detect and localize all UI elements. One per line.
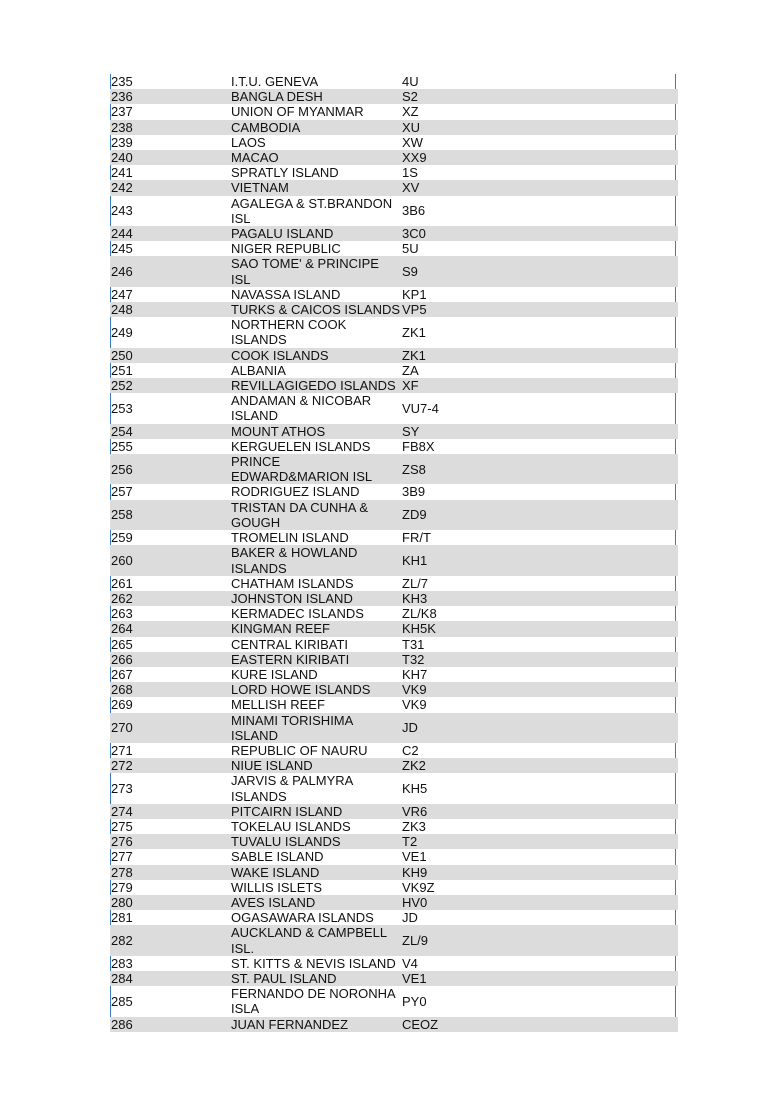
call-prefix: PY0 [402,993,427,1009]
table-row [110,576,678,591]
table-row [110,758,678,773]
table-row [110,804,678,819]
row-number: 247 [111,286,133,302]
call-prefix: VE1 [402,849,427,865]
table-row [110,697,678,712]
call-prefix: JD [401,713,678,743]
call-prefix: 1S [402,165,418,181]
entity-name: JARVIS & PALMYRA ISLANDS [231,773,354,804]
call-prefix: FR/T [402,530,431,546]
row-number: 240 [110,150,230,165]
entity-name: EASTERN KIRIBATI [230,652,401,667]
call-prefix: VK9Z [402,879,435,895]
table-row [110,454,678,484]
call-prefix: ZK3 [402,818,426,834]
table-row [110,621,678,636]
row-number: 282 [110,925,230,955]
call-prefix: VK9 [402,697,427,713]
row-number: 256 [110,454,230,484]
entity-name: SABLE ISLAND [231,849,324,865]
call-prefix: T32 [401,652,678,667]
call-prefix: KH3 [401,591,678,606]
entity-name: TURKS & CAICOS ISLANDS [231,302,401,318]
row-number: 241 [111,165,133,181]
row-number: 235 [111,74,133,89]
row-number: 253 [111,400,133,416]
row-number: 283 [111,955,133,971]
table-row [110,241,678,256]
call-prefix: ZL/K8 [402,606,437,622]
table-row [110,910,678,925]
row-number: 251 [111,362,133,378]
table-row [110,667,678,682]
entity-name: KURE ISLAND [231,666,318,682]
row-number: 276 [110,834,230,849]
call-prefix: ZK1 [401,348,678,363]
row-number: 260 [110,545,230,575]
call-prefix: KH7 [402,666,428,682]
table-row [110,348,678,363]
table-row [110,74,678,89]
entity-name: MACAO [230,150,401,165]
call-prefix: VK9 [401,682,678,697]
entity-name: JOHNSTON ISLAND [230,591,401,606]
row-number: 269 [111,697,133,713]
row-number: 255 [111,438,133,454]
row-number: 284 [110,971,230,986]
table-row [110,1017,678,1032]
entity-name: ST. KITTS & NEVIS ISLAND [231,955,396,971]
row-number: 275 [111,818,133,834]
entity-name: WAKE ISLAND [230,865,401,880]
call-prefix: XV [401,180,678,195]
call-prefix: KH5 [402,780,428,796]
row-number: 263 [111,606,133,622]
row-number: 267 [111,666,133,682]
entity-name: NIUE ISLAND [230,758,401,773]
entity-name: AVES ISLAND [230,895,401,910]
call-prefix: 4U [402,74,419,89]
row-number: 280 [110,895,230,910]
call-prefix: JD [402,910,418,926]
table-row [110,606,678,621]
table-row [110,865,678,880]
call-prefix: ZD9 [401,500,678,530]
call-prefix: CEOZ [401,1017,678,1032]
row-number: 286 [110,1017,230,1032]
row-number: 271 [111,742,133,758]
entity-name: TUVALU ISLANDS [230,834,401,849]
table-row [110,135,678,150]
entity-name: KERMADEC ISLANDS [231,606,364,622]
row-number: 246 [110,256,230,286]
call-prefix: XZ [402,104,419,120]
table-row [110,545,678,575]
entity-name: SPRATLY ISLAND [231,165,339,181]
table-row [110,424,678,439]
entity-name: KERGUELEN ISLANDS [231,438,371,454]
call-prefix: ZK2 [401,758,678,773]
row-number: 266 [110,652,230,667]
call-prefix: 3C0 [401,226,678,241]
table-row [110,956,678,971]
table-row [110,637,678,652]
row-number: 268 [110,682,230,697]
entity-name: KINGMAN REEF [230,621,401,636]
table-row [110,317,678,347]
entity-name: JUAN FERNANDEZ [230,1017,401,1032]
row-number: 250 [110,348,230,363]
table-row [110,89,678,104]
call-prefix: XX9 [401,150,678,165]
entity-name: NAVASSA ISLAND [231,286,341,302]
call-prefix: T2 [401,834,678,849]
row-number: 259 [111,530,133,546]
row-number: 278 [110,865,230,880]
call-prefix: 3B6 [402,203,426,219]
table-row [110,165,678,180]
table-row [110,150,678,165]
call-prefix: VE1 [401,971,678,986]
entity-name: ALBANIA [231,362,286,378]
table-row [110,849,678,864]
table-row [110,500,678,530]
table-row [110,180,678,195]
row-number: 264 [110,621,230,636]
call-prefix: SY [401,424,678,439]
table-row [110,104,678,119]
entity-name: TOKELAU ISLANDS [231,818,351,834]
entity-name: CHATHAM ISLANDS [231,575,354,591]
call-prefix: T31 [402,636,425,652]
row-number: 252 [110,378,230,393]
table-row [110,713,678,743]
call-prefix: FB8X [402,438,435,454]
table-row [110,484,678,499]
entity-name: FERNANDO DE NORONHA ISLA [231,986,396,1017]
call-prefix: XU [401,120,678,135]
row-number: 262 [110,591,230,606]
table-row [110,652,678,667]
row-number: 236 [110,89,230,104]
table-row [110,226,678,241]
call-prefix: V4 [402,955,418,971]
row-number: 257 [111,484,133,500]
row-number: 239 [111,134,133,150]
row-number: 245 [111,241,133,257]
entity-name: REPUBLIC OF NAURU [231,742,368,758]
entity-name: LORD HOWE ISLANDS [230,682,401,697]
row-number: 277 [111,849,133,865]
entity-name: MELLISH REEF [231,697,325,713]
table-row [110,302,678,317]
row-number: 248 [110,302,230,317]
prefix-table-body [110,74,678,1032]
table-row [110,925,678,955]
row-number: 261 [111,575,133,591]
entity-name: OGASAWARA ISLANDS [231,910,374,926]
entity-name: NORTHERN COOK ISLANDS [231,317,347,348]
table-row [110,986,678,1016]
call-prefix: VP5 [401,302,678,317]
call-prefix: ZK1 [402,324,426,340]
call-prefix: ZL/9 [401,925,678,955]
table-row [110,393,678,423]
entity-name: BANGLA DESH [230,89,401,104]
entity-name: UNION OF MYANMAR [231,104,364,120]
entity-name: I.T.U. GENEVA [231,74,319,89]
call-prefix: XF [401,378,678,393]
call-prefix: VR6 [401,804,678,819]
row-number: 279 [111,879,133,895]
row-number: 274 [110,804,230,819]
row-number: 249 [111,324,133,340]
row-number: 243 [111,203,133,219]
entity-name: MOUNT ATHOS [230,424,401,439]
row-number: 242 [110,180,230,195]
entity-name: ANDAMAN & NICOBAR ISLAND [231,393,372,424]
table-row [110,819,678,834]
row-number: 254 [110,424,230,439]
row-number: 237 [111,104,133,120]
entity-name: CAMBODIA [230,120,401,135]
call-prefix: KH1 [401,545,678,575]
table-row [110,378,678,393]
entity-name: LAOS [231,134,266,150]
table-row [110,743,678,758]
row-number: 265 [111,636,133,652]
call-prefix: VU7-4 [402,400,439,416]
table-row [110,773,678,803]
row-number: 258 [110,500,230,530]
call-prefix: S2 [401,89,678,104]
row-number: 273 [111,780,133,796]
entity-name: PRINCE EDWARD&MARION ISL [230,454,401,484]
entity-name: WILLIS ISLETS [231,879,323,895]
entity-name: SAO TOME' & PRINCIPE ISL [230,256,401,286]
table-row [110,591,678,606]
call-prefix: 3B9 [402,484,426,500]
row-number: 238 [110,120,230,135]
table-row [110,530,678,545]
row-number: 272 [110,758,230,773]
call-prefix: KH5K [401,621,678,636]
prefix-table-container [110,74,676,1032]
entity-name: TROMELIN ISLAND [231,530,349,546]
table-row [110,880,678,895]
call-prefix: ZL/7 [402,575,429,591]
entity-name: PITCAIRN ISLAND [230,804,401,819]
entity-name: VIETNAM [230,180,401,195]
call-prefix: ZA [402,362,419,378]
row-number: 244 [110,226,230,241]
entity-name: RODRIGUEZ ISLAND [231,484,360,500]
table-row [110,363,678,378]
entity-name: ST. PAUL ISLAND [230,971,401,986]
entity-name: REVILLAGIGEDO ISLANDS [230,378,401,393]
row-number: 285 [111,993,133,1009]
entity-name: COOK ISLANDS [230,348,401,363]
prefix-table [110,74,678,1032]
call-prefix: KH9 [401,865,678,880]
table-row [110,895,678,910]
call-prefix: C2 [402,742,419,758]
entity-name: CENTRAL KIRIBATI [231,636,349,652]
table-row [110,256,678,286]
table-row [110,287,678,302]
entity-name: PAGALU ISLAND [230,226,401,241]
call-prefix: KP1 [402,286,427,302]
table-row [110,120,678,135]
entity-name: NIGER REPUBLIC [231,241,341,257]
call-prefix: XW [402,134,423,150]
table-row [110,196,678,226]
row-number: 281 [111,910,133,926]
table-row [110,439,678,454]
entity-name: AUCKLAND & CAMPBELL ISL. [230,925,401,955]
entity-name: BAKER & HOWLAND ISLANDS [230,545,401,575]
call-prefix: HV0 [401,895,678,910]
table-row [110,971,678,986]
call-prefix: ZS8 [401,454,678,484]
entity-name: AGALEGA & ST.BRANDON ISL [231,195,393,226]
table-row [110,834,678,849]
table-row [110,682,678,697]
row-number: 270 [110,713,230,743]
entity-name: TRISTAN DA CUNHA & GOUGH [230,500,401,530]
call-prefix: 5U [402,241,419,257]
call-prefix: S9 [401,256,678,286]
entity-name: MINAMI TORISHIMA ISLAND [230,713,401,743]
